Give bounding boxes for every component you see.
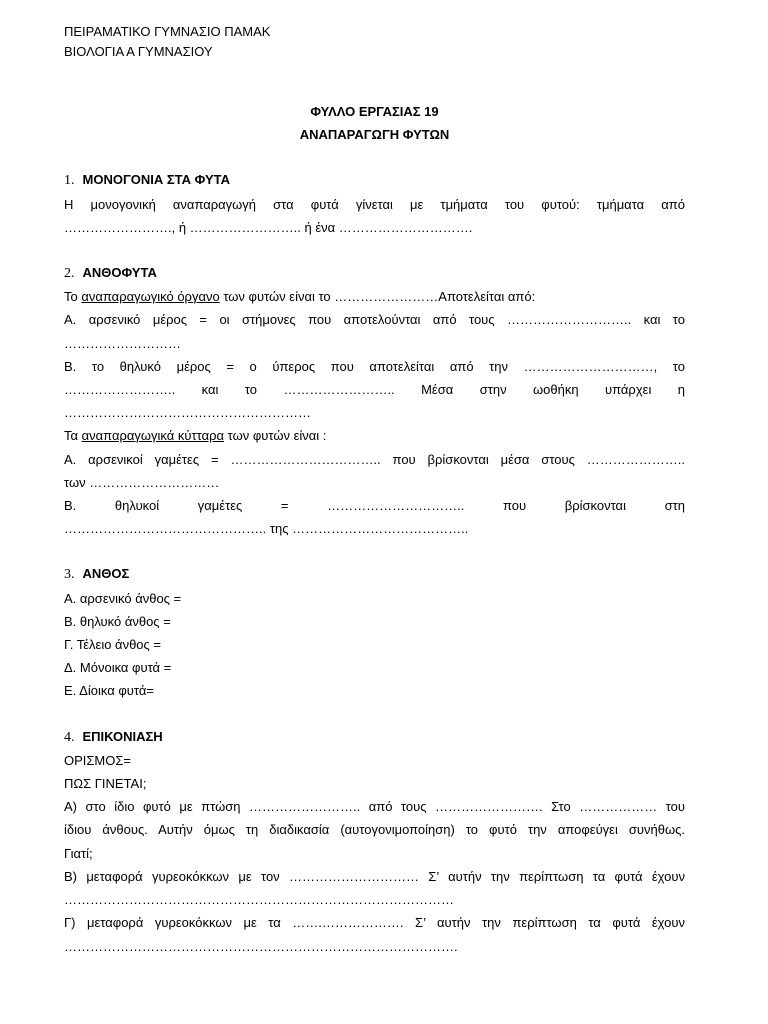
- female-part-line-3: …………………………………………………: [64, 405, 311, 421]
- male-gametes-line-1: Α. αρσενικοί γαμέτες = …………………………….. που βρίσκονται μέσα στους …………………..: [64, 451, 685, 467]
- school-name: ΠΕΙΡΑΜΑΤΙΚΟ ΓΥΜΝΑΣΙΟ ΠΑΜΑΚ: [64, 24, 271, 39]
- list-item: Β. θηλυκό άνθος =: [64, 613, 171, 629]
- list-item: Α. αρσενικό άνθος =: [64, 590, 182, 606]
- section-2-title: ΑΝΘΟΦΥΤΑ: [82, 265, 157, 281]
- section-3-title: ΑΝΘΟΣ: [82, 566, 130, 582]
- reproductive-cells-term: αναπαραγωγικά κύτταρα: [81, 428, 225, 444]
- list-item: Δ. Μόνοικα φυτά =: [64, 660, 172, 676]
- female-part-line-1: Β. το θηλυκό μέρος = ο ύπερος που αποτελείται από την …………………………, το: [64, 358, 685, 374]
- self-pollination-line-1: Α) στο ίδιο φυτό με πτώση …………………….. από τους ……………………. Στο ……………… του: [64, 799, 685, 815]
- section-1-title: ΜΟΝΟΓΟΝΙΑ ΣΤΑ ΦΥΤΑ: [82, 172, 230, 188]
- section-4-heading: [64, 725, 685, 749]
- self-pollination-line-2: ίδιου άνθους. Αυτήν όμως τη διαδικασία (αυτογονιμοποίηση) το φυτό την αποφεύγει συνήθως.: [64, 822, 685, 838]
- reproductive-organ-line: Το αναπαραγωγικό όργανο των φυτών είναι το ……………………Αποτελείται από:: [64, 289, 536, 305]
- section-2-heading: [64, 261, 685, 285]
- female-gametes-line-2: ……………………………………….. της …………………………………..: [64, 521, 469, 537]
- list-item: Γ. Τέλειο άνθος =: [64, 637, 161, 653]
- insect-pollination-line-2: ……………………………………………………………………………….: [64, 938, 458, 954]
- worksheet-subtitle: ΑΝΑΠΑΡΑΓΩΓΗ ΦΥΤΩΝ: [299, 127, 450, 143]
- worksheet-title: ΦΥΛΛΟ ΕΡΓΑΣΙΑΣ 19: [310, 104, 439, 119]
- wind-pollination-line-1: Β) μεταφορά γυρεοκόκκων με τον ………………………… Σ’ αυτήν την περίπτωση τα φυτά έχουν: [64, 868, 685, 884]
- subject-name: ΒΙΟΛΟΓΙΑ Α ΓΥΜΝΑΣΙΟΥ: [64, 44, 213, 59]
- section-1-number: 1.: [64, 173, 75, 189]
- list-item: Ε. Δίοικα φυτά=: [64, 683, 154, 699]
- wind-pollination-line-2: ………………………………………………………………………………: [64, 892, 454, 908]
- definition-line: ΟΡΙΣΜΟΣ=: [64, 752, 131, 768]
- section-1-line-1: Η μονογονική αναπαραγωγή στα φυτά γίνεται με τμήματα του φυτού: τμήματα από: [64, 196, 685, 212]
- section-4-number: 4.: [64, 729, 75, 745]
- self-pollination-line-3: Γιατί;: [64, 845, 93, 861]
- worksheet-page: [64, 22, 685, 958]
- section-3-heading: [64, 562, 685, 586]
- female-gametes-line-1: Β. θηλυκοί γαμέτες = ………………………….. που βρίσκονται στη: [64, 498, 685, 514]
- section-1-line-2: ……………………., ή …………………….. ή ένα ………………………….: [64, 219, 473, 235]
- section-1-heading: [64, 168, 685, 192]
- male-part-line-1: Α. αρσενικό μέρος = οι στήμονες που αποτελούνται από τους ……………………….. και το: [64, 312, 685, 328]
- reproductive-cells-line: Τα αναπαραγωγικά κύτταρα των φυτών είναι :: [64, 428, 327, 444]
- section-4-title: ΕΠΙΚΟΝΙΑΣΗ: [82, 728, 163, 744]
- how-line: ΠΩΣ ΓΙΝΕΤΑΙ;: [64, 776, 147, 792]
- section-2-number: 2.: [64, 266, 75, 282]
- insect-pollination-line-1: Γ) μεταφορά γυρεοκόκκων με τα …….………………. Σ’ αυτήν την περίπτωση τα φυτά έχουν: [64, 915, 685, 931]
- female-part-line-2: …………………….. και το …………………….. Μέσα στην ωοθήκη υπάρχει η: [64, 382, 685, 398]
- male-gametes-line-2: των …………………………: [64, 474, 220, 490]
- male-part-line-2: ………………………: [64, 335, 181, 351]
- reproductive-organ-term: αναπαραγωγικό όργανο: [81, 289, 220, 305]
- section-3-number: 3.: [64, 567, 75, 583]
